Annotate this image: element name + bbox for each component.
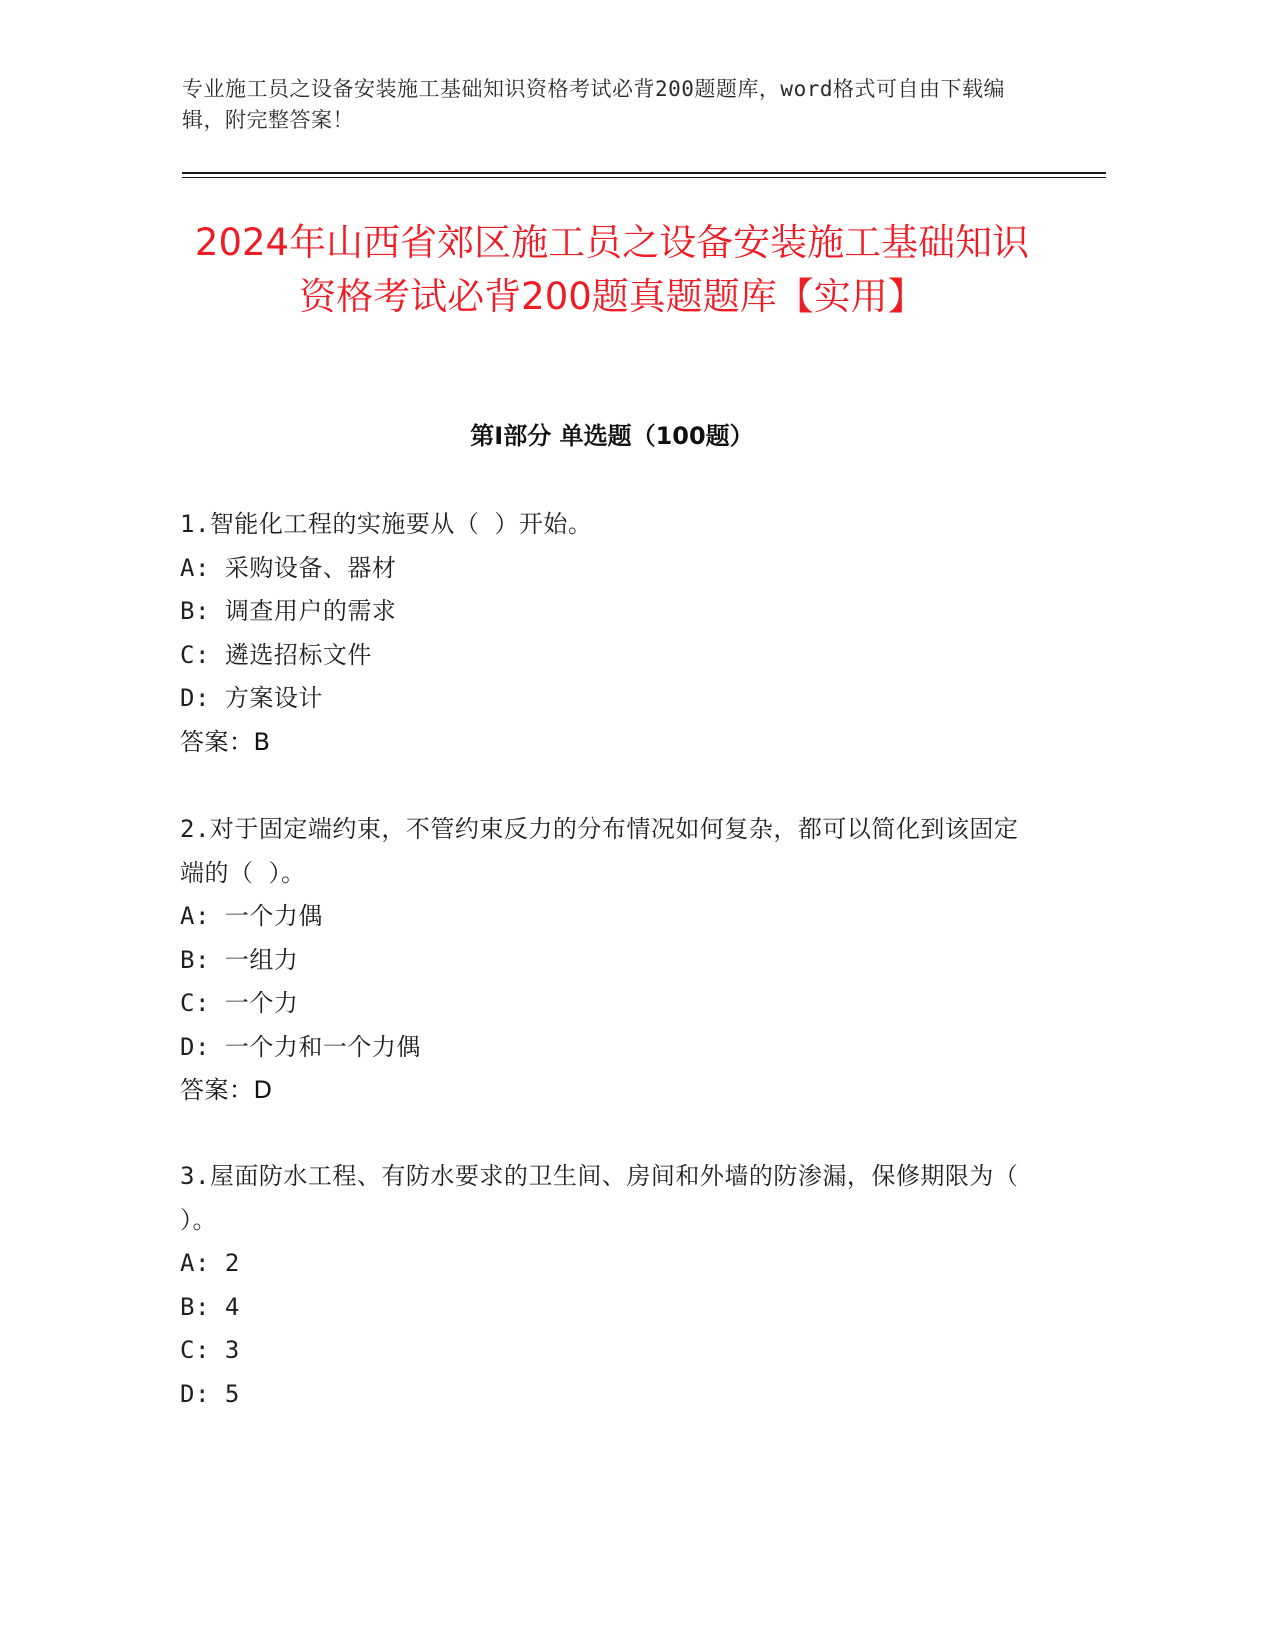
question-stem: 3.屋面防水工程、有防水要求的卫生间、房间和外墙的防渗漏，保修期限为（ ）。 [180,1162,1019,1234]
answer: 答案：D [180,1076,273,1104]
header-rule-thick [182,172,1106,174]
option-b: B: 4 [180,1292,240,1321]
option-d: D: 5 [180,1379,240,1408]
option-c: C: 一个力 [180,989,299,1017]
answer: 答案：B [180,727,271,756]
option-d: D: 方案设计 [180,684,323,712]
question-2 [180,808,1040,1113]
option-b: B: 一组力 [180,945,299,974]
option-a: A: 采购设备、器材 [180,553,397,582]
option-c: C: 3 [180,1336,240,1364]
header-rule-thin [182,177,1106,178]
document-title: 2024年山西省郊区施工员之设备安装施工基础知识资格考试必背200题真题题库【实用】 [194,221,1030,318]
section-heading: 第Ⅰ部分 单选题（100题） [470,422,754,450]
option-b: B: 调查用户的需求 [180,597,397,625]
question-1 [180,503,1040,764]
option-a: A: 一个力偶 [180,902,323,930]
header-note: 专业施工员之设备安装施工基础知识资格考试必背200题题库，word格式可自由下载编辑，附完整答案！ [182,77,1005,132]
question-stem: 1.智能化工程的实施要从（ ）开始。 [180,510,593,538]
question-3 [180,1155,1040,1416]
option-d: D: 一个力和一个力偶 [180,1032,421,1061]
option-c: C: 遴选招标文件 [180,640,372,669]
option-a: A: 2 [180,1249,240,1277]
question-stem: 2.对于固定端约束，不管约束反力的分布情况如何复杂，都可以简化到该固定端的（ ）。 [180,815,1019,887]
